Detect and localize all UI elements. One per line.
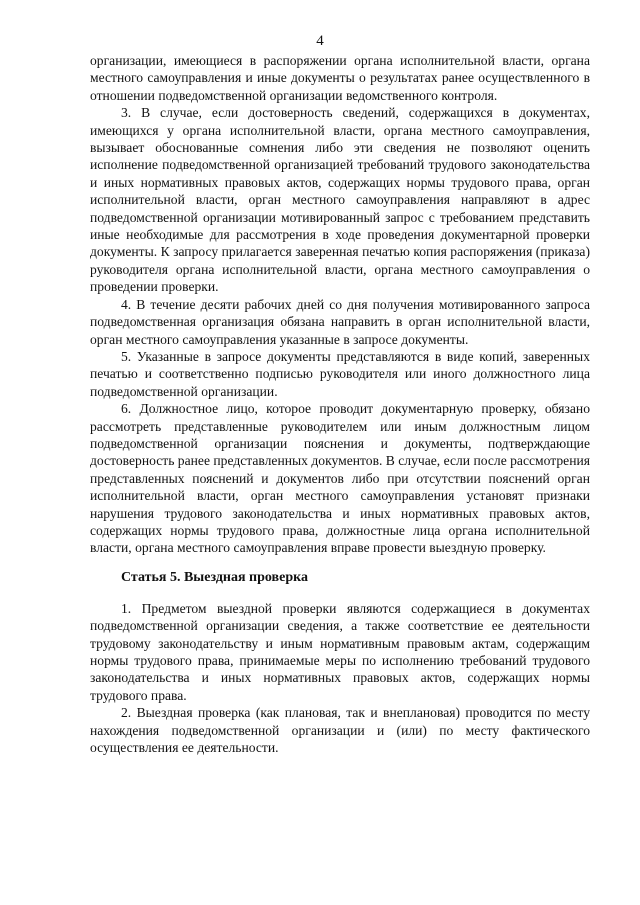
paragraph-article5-item-2: 2. Выездная проверка (как плановая, так и внеплановая) проводится по месту нахождения подведомственной организации и (или) по месту фактического осуществления ее деятельности. [90,705,590,756]
document-body [90,52,590,756]
spacer [90,586,590,600]
paragraph-continuation: организации, имеющиеся в распоряжении органа исполнительной власти, органа местного самоуправления и иные документы о результатах ранее осуществленного в отношении подведомственной организации ведомственного контроля. [90,53,590,103]
paragraph-item-4: 4. В течение десяти рабочих дней со дня получения мотивированного запроса подведомственная организация обязана направить в орган исполнительной власти, орган местного самоуправления указанные в запросе документы. [90,296,590,347]
paragraph-item-3: 3. В случае, если достоверность сведений, содержащихся в документах, имеющихся у органа исполнительной власти, органа местного самоуправления, вызывает обоснованные сомнения либо эти сведения не позволяют оценить исполнение подведомственной организацией требований трудового законодательства и иных нормативных правовых актов, содержащих нормы трудового права, орган исполнительной власти, орган местного самоуправления направляют в адрес подведомственной организации мотивированный запрос с требованием представить иные необходимые для рассмотрения в ходе проведения документарной проверки документы. К запросу прилагается заверенная печатью копия распоряжения (приказа) руководителя органа исполнительной власти, органа местного самоуправления о проведении проверки. [90,105,590,295]
paragraph-article5-item-1: 1. Предметом выездной проверки являются содержащиеся в документах подведомственной организации сведения, а также соответствие ее деятельности трудовому законодательству и иным нормативным правовым актам, содержащим нормы трудового права, принимаемые меры по исполнению требований трудового законодательства и иных нормативных правовых актов, содержащих нормы трудового права. [90,600,590,703]
spacer [90,557,590,569]
page-number: 4 [316,33,324,49]
paragraph-item-5: 5. Указанные в запросе документы представляются в виде копий, заверенных печатью и соответственно подписью руководителя или иного должностного лица подведомственной организации. [90,348,590,399]
section-heading: Статья 5. Выездная проверка [121,569,308,585]
paragraph-item-6: 6. Должностное лицо, которое проводит документарную проверку, обязано рассмотреть представленные руководителем или иным должностным лицом подведомственной организации пояснения и документы, подтверждающие достоверность ранее представленных документов. В случае, если после рассмотрения представленных пояснений и документов либо при отсутствии пояснений орган исполнительной власти, орган местного самоуправления установят признаки нарушения трудового законодательства и иных нормативных правовых актов, содержащих нормы трудового права, должностные лица органа исполнительной власти, органа местного самоуправления вправе провести выездную проверку. [90,401,590,556]
